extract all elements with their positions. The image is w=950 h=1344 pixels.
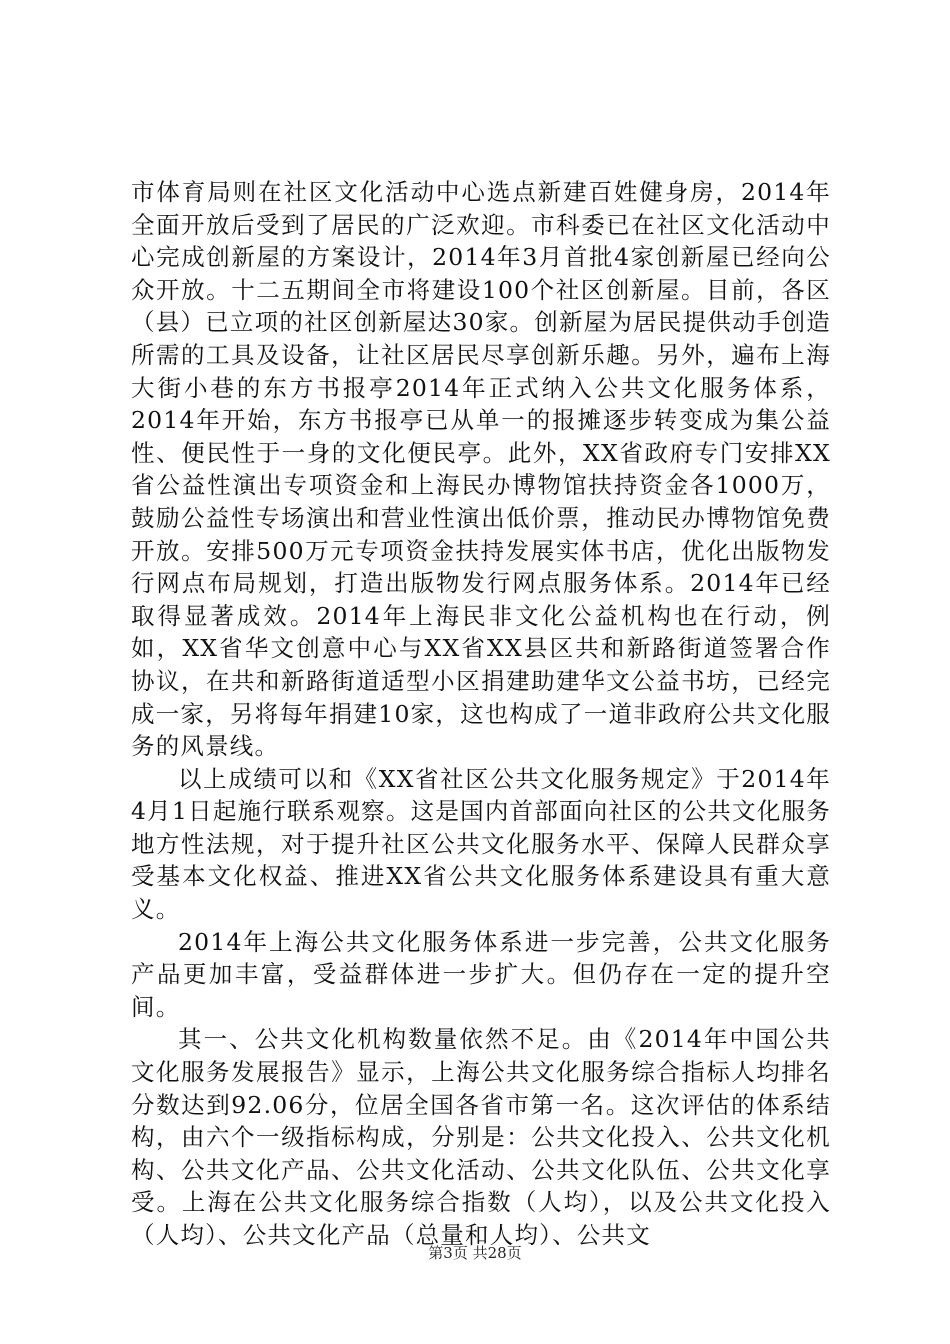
paragraph-continuation: 市体育局则在社区文化活动中心选点新建百姓健身房，2014年全面开放后受到了居民的广泛欢迎。市科委已在社区文化活动中心完成创新屋的方案设计，2014年3月首批4家创新屋已经向公众开放。十二五期间全市将建设100个社区创新屋。目前，各区（县）已立项的社区创新屋达30家。创新屋为居民提供动手创造所需的工具及设备，让社区居民尽享创新乐趣。另外，遍布上海大街小巷的东方书报亭2014年正式纳入公共文化服务体系，2014年开始，东方书报亭已从单一的报摊逐步转变成为集公益性、便民性于一身的文化便民亭。此外，XX省政府专门安排XX省公益性演出专项资金和上海民办博物馆扶持资金各1000万，鼓励公益性专场演出和营业性演出低价票，推动民办博物馆免费开放。安排500万元专项资金扶持发展实体书店，优化出版物发行网点布局规划，打造出版物发行网点服务体系。2014年已经取得显著成效。2014年上海民非文化公益机构也在行动，例如，XX省华文创意中心与XX省XX县区共和新路街道签署合作协议，在共和新路街道适型小区捐建助建华文公益书坊，已经完成一家，另将每年捐建10家，这也构成了一道非政府公共文化服务的风景线。	[131, 178, 831, 761]
paragraph-issue-one: 其一、公共文化机构数量依然不足。由《2014年中国公共文化服务发展报告》显示，上海公共文化服务综合指标人均排名分数达到92.06分，位居全国各省市第一名。这次评估的体系结构，由六个一级指标构成，分别是：公共文化投入、公共文化机构、公共文化产品、公共文化活动、公共文化队伍、公共文化享受。上海在公共文化服务综合指数（人均），以及公共文化投入（人均）、公共文化产品（总量和人均）、公共文	[131, 1025, 831, 1249]
paragraph-regulation: 以上成绩可以和《XX省社区公共文化服务规定》于2014年4月1日起施行联系观察。这是国内首部面向社区的公共文化服务地方性法规，对于提升社区公共文化服务水平、保障人民群众享受基本文化权益、推进XX省公共文化服务体系建设具有重大意义。	[131, 764, 831, 924]
paragraph-summary: 2014年上海公共文化服务体系进一步完善，公共文化服务产品更加丰富，受益群体进一步扩大。但仍存在一定的提升空间。	[131, 927, 831, 1021]
page-footer: 第3页 共28页	[428, 1244, 522, 1262]
document-body	[131, 176, 831, 1252]
